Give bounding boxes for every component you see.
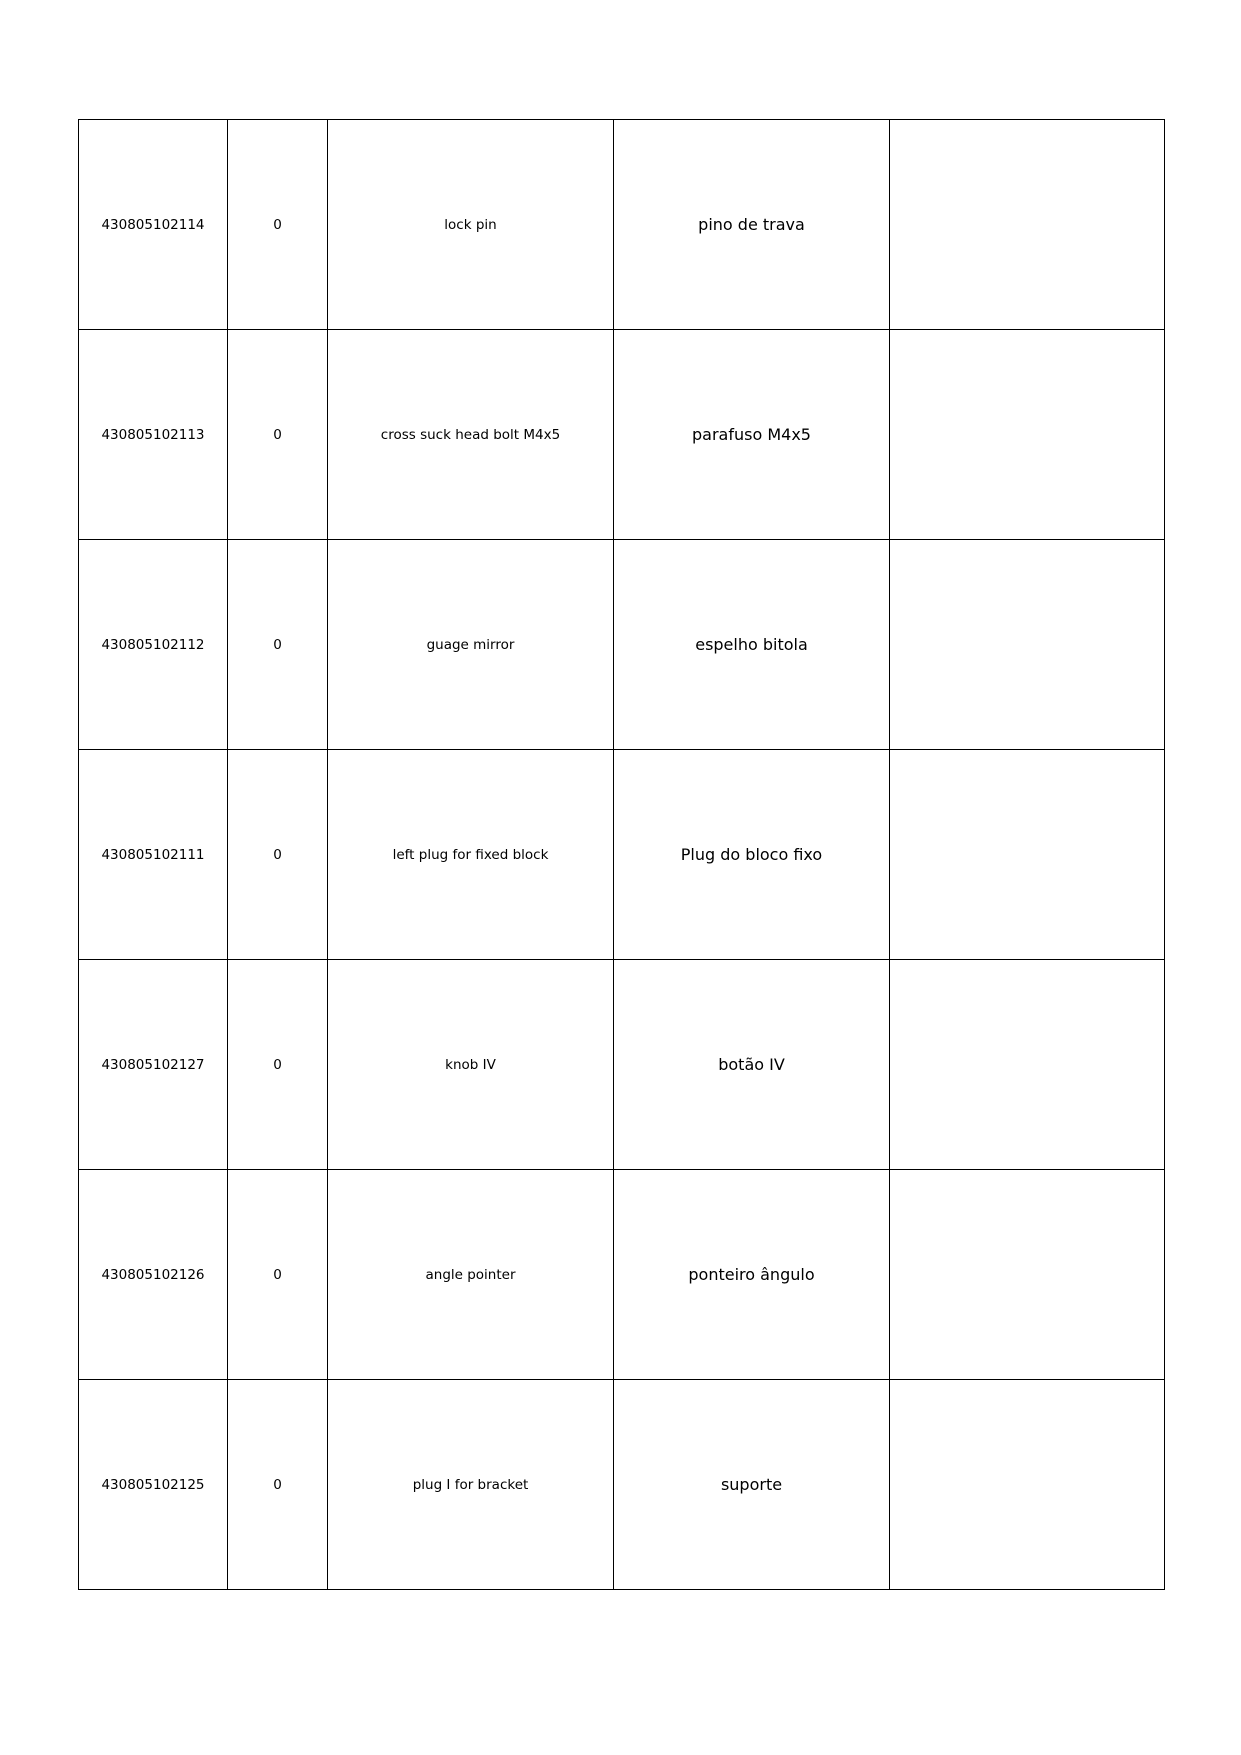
table-row bbox=[79, 540, 1165, 750]
part-code-cell: 430805102112 bbox=[79, 540, 228, 750]
quantity-cell: 0 bbox=[228, 120, 328, 330]
english-description-cell: angle pointer bbox=[328, 1170, 614, 1380]
portuguese-description-cell: botão IV bbox=[614, 960, 890, 1170]
table-row bbox=[79, 960, 1165, 1170]
quantity-cell: 0 bbox=[228, 330, 328, 540]
portuguese-description-cell: ponteiro ângulo bbox=[614, 1170, 890, 1380]
table-row bbox=[79, 1170, 1165, 1380]
empty-cell bbox=[890, 330, 1165, 540]
table-row bbox=[79, 750, 1165, 960]
empty-cell bbox=[890, 1170, 1165, 1380]
english-description-cell: guage mirror bbox=[328, 540, 614, 750]
quantity-cell: 0 bbox=[228, 960, 328, 1170]
empty-cell bbox=[890, 540, 1165, 750]
english-description-cell: plug I for bracket bbox=[328, 1380, 614, 1590]
english-description-cell: lock pin bbox=[328, 120, 614, 330]
empty-cell bbox=[890, 1380, 1165, 1590]
parts-table bbox=[78, 119, 1165, 1590]
part-code-cell: 430805102125 bbox=[79, 1380, 228, 1590]
english-description-cell: knob IV bbox=[328, 960, 614, 1170]
part-code-cell: 430805102127 bbox=[79, 960, 228, 1170]
empty-cell bbox=[890, 120, 1165, 330]
part-code-cell: 430805102113 bbox=[79, 330, 228, 540]
english-description-cell: left plug for fixed block bbox=[328, 750, 614, 960]
empty-cell bbox=[890, 750, 1165, 960]
quantity-cell: 0 bbox=[228, 750, 328, 960]
portuguese-description-cell: Plug do bloco fixo bbox=[614, 750, 890, 960]
table-row bbox=[79, 1380, 1165, 1590]
empty-cell bbox=[890, 960, 1165, 1170]
table-row bbox=[79, 330, 1165, 540]
part-code-cell: 430805102111 bbox=[79, 750, 228, 960]
part-code-cell: 430805102114 bbox=[79, 120, 228, 330]
quantity-cell: 0 bbox=[228, 540, 328, 750]
table-row bbox=[79, 120, 1165, 330]
quantity-cell: 0 bbox=[228, 1380, 328, 1590]
portuguese-description-cell: parafuso M4x5 bbox=[614, 330, 890, 540]
portuguese-description-cell: espelho bitola bbox=[614, 540, 890, 750]
portuguese-description-cell: suporte bbox=[614, 1380, 890, 1590]
english-description-cell: cross suck head bolt M4x5 bbox=[328, 330, 614, 540]
portuguese-description-cell: pino de trava bbox=[614, 120, 890, 330]
part-code-cell: 430805102126 bbox=[79, 1170, 228, 1380]
quantity-cell: 0 bbox=[228, 1170, 328, 1380]
